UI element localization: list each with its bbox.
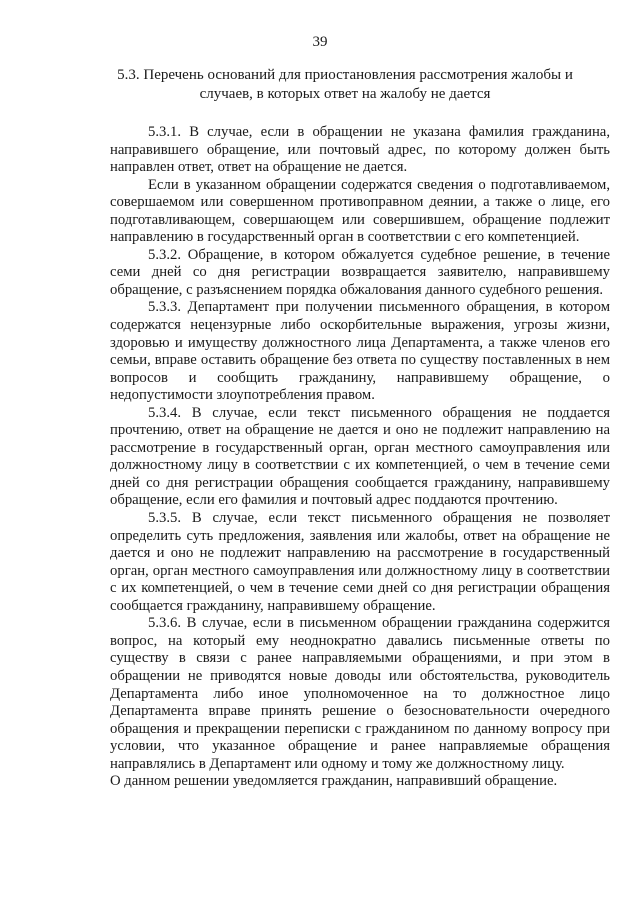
paragraph-5-3-6: 5.3.6. В случае, если в письменном обращении гражданина содержится вопрос, на который ему неоднократно давались письменные ответы по существу в связи с ранее направляемыми обращениями, и при этом в обращении не приводятся новые доводы или обстоятельства, руководитель Департамента либо иное уполномоченное на то должностное лицо Департамента вправе принять решение о безосновательности очередного обращения и прекращении переписки с гражданином по данному вопросу при условии, что указанное обращение и ранее направляемые обращения направлялись в Департамент или одному и тому же должностному лицу. — [110, 615, 610, 772]
paragraph-5-3-3: 5.3.3. Департамент при получении письменного обращения, в котором содержатся нецензурные либо оскорбительные выражения, угрозы жизни, здоровью и имуществу должностного лица Департамента, а также членов его семьи, вправе оставить обращение без ответа по существу поставленных в нем вопросов и сообщить гражданину, направившему обращение, о недопустимости злоупотребления правом. — [110, 299, 610, 404]
paragraph-5-3-1-continuation: Если в указанном обращении содержатся сведения о подготавливаемом, совершаемом или совершенном противоправном деянии, а также о лице, его подготавливающем, совершающем или совершившем, обращение подлежит направлению в государственный орган в соответствии с его компетенцией. — [110, 176, 610, 246]
section-title: 5.3. Перечень оснований для приостановления рассмотрения жалобы и случаев, в которых ответ на жалобу не дается — [117, 67, 573, 102]
paragraph-5-3-2: 5.3.2. Обращение, в котором обжалуется судебное решение, в течение семи дней со дня регистрации возвращается заявителю, направившему обращение, с разъяснением порядка обжалования данного судебного решения. — [110, 246, 610, 298]
document-body — [110, 124, 610, 791]
paragraph-5-3-4: 5.3.4. В случае, если текст письменного обращения не поддается прочтению, ответ на обращение не дается и оно не подлежит направлению на рассмотрение в государственный орган, орган местного самоуправления или должностному лицу в соответствии с их компетенцией, о чем в течение семи дней со дня регистрации обращения сообщается гражданину, направившему обращение, если его фамилия и почтовый адрес поддаются прочтению. — [110, 404, 610, 509]
paragraph-5-3-5: 5.3.5. В случае, если текст письменного обращения не позволяет определить суть предложения, заявления или жалобы, ответ на обращение не дается и оно не подлежит направлению на рассмотрение в государственный орган, орган местного самоуправления или должностному лицу в соответствии с их компетенцией, о чем в течение семи дней со дня регистрации обращения сообщается гражданину, направившему обращение. — [110, 510, 610, 614]
page-number: 39 — [312, 34, 328, 50]
paragraph-5-3-6-final-line: О данном решении уведомляется гражданин, направивший обращение. — [110, 773, 558, 790]
paragraph-5-3-1: 5.3.1. В случае, если в обращении не указана фамилия гражданина, направившего обращение, или почтовый адрес, по которому должен быть направлен ответ, ответ на обращение не дается. — [110, 124, 610, 176]
